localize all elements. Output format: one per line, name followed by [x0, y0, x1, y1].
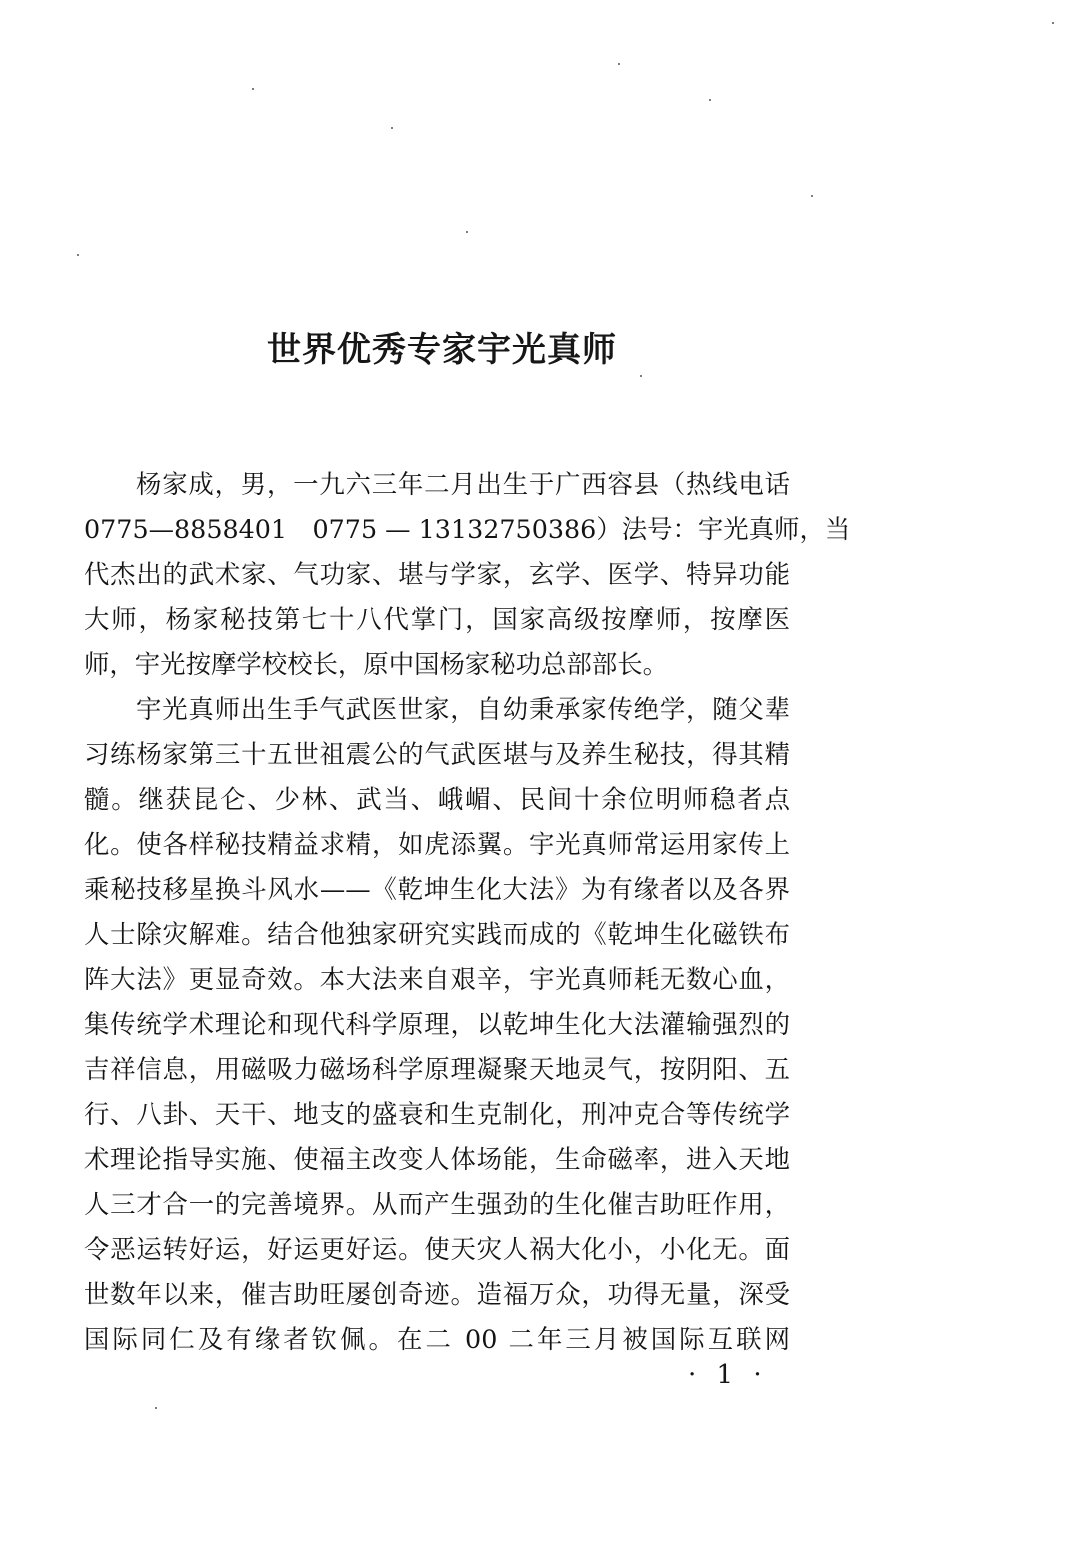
text-line: 师，宇光按摩学校校长，原中国杨家秘功总部部长。 — [84, 649, 668, 679]
text-line: 0775—8858401 0775 — 13132750386）法号：宇光真师，当 — [84, 514, 851, 544]
text-line: 阵大法》更显奇效。本大法来自艰辛，宇光真师耗无数心血， — [84, 964, 790, 994]
text-line: 行、八卦、天干、地支的盛衰和生克制化，刑冲克合等传统学 — [84, 1099, 790, 1129]
text-line: 髓。继获昆仑、少林、武当、峨嵋、民间十余位明师稳者点 — [84, 784, 790, 814]
text-line: 世数年以来，催吉助旺屡创奇迹。造福万众，功得无量，深受 — [84, 1279, 790, 1309]
text-line: 人士除灾解难。结合他独家研究实践而成的《乾坤生化磁铁布 — [84, 919, 790, 949]
scan-speck — [640, 375, 642, 377]
text-line: 代杰出的武术家、气功家、堪与学家，玄学、医学、特异功能 — [84, 559, 790, 589]
body-text — [84, 462, 851, 1362]
text-line: 集传统学术理论和现代科学原理，以乾坤生化大法灌输强烈的 — [84, 1009, 790, 1039]
page-number: · 1 · — [688, 1360, 768, 1390]
scan-speck — [1052, 22, 1054, 24]
text-line: 乘秘技移星换斗风水——《乾坤生化大法》为有缘者以及各界 — [84, 874, 790, 904]
text-line: 术理论指导实施、使福主改变人体场能，生命磁率，进入天地 — [84, 1144, 790, 1174]
scan-speck — [77, 254, 79, 256]
scan-speck — [155, 1407, 157, 1409]
text-line: 人三才合一的完善境界。从而产生强劲的生化催吉助旺作用， — [84, 1189, 790, 1219]
scan-speck — [466, 231, 468, 233]
text-line: 国际同仁及有缘者钦佩。在二 00 二年三月被国际互联网 — [84, 1324, 790, 1354]
scan-speck — [252, 88, 254, 90]
scan-speck — [618, 63, 620, 65]
text-line: 大师，杨家秘技第七十八代掌门，国家高级按摩师，按摩医 — [84, 604, 790, 634]
paragraph — [84, 687, 790, 1362]
paragraph — [84, 462, 851, 687]
scan-speck — [811, 195, 813, 197]
text-line: 宇光真师出生手气武医世家，自幼秉承家传绝学，随父辈 — [136, 694, 790, 724]
scan-speck — [709, 99, 711, 101]
text-line: 令恶运转好运，好运更好运。使天灾人祸大化小，小化无。面 — [84, 1234, 790, 1264]
scan-speck — [391, 127, 393, 129]
text-line: 习练杨家第三十五世祖震公的气武医堪与及养生秘技，得其精 — [84, 739, 790, 769]
text-line: 化。使各样秘技精益求精，如虎添翼。宇光真师常运用家传上 — [84, 829, 790, 859]
text-line: 杨家成，男，一九六三年二月出生于广西容县（热线电话 — [136, 469, 790, 499]
text-line: 吉祥信息，用磁吸力磁场科学原理凝聚天地灵气，按阴阳、五 — [84, 1054, 790, 1084]
page-title: 世界优秀专家宇光真师 — [267, 330, 617, 370]
